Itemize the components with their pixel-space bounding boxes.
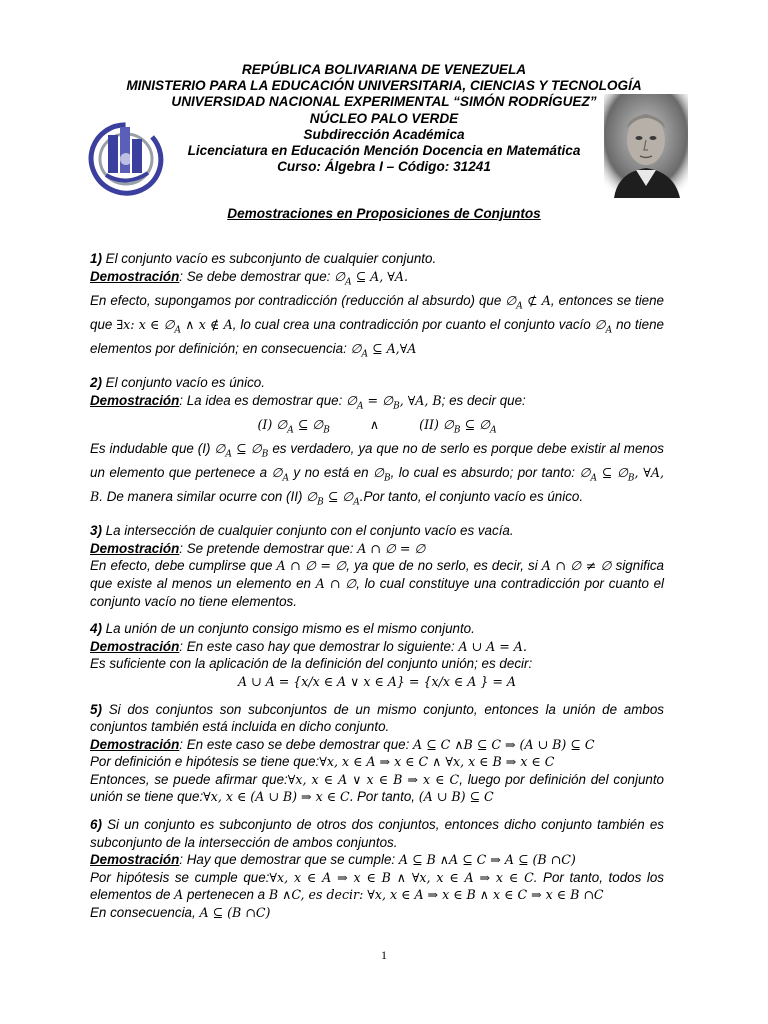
math-expression: A ⊆ C ∧B ⊆ C ⇒ (A ∪ B) ⊆ C <box>413 736 595 752</box>
proof-paragraph: Entonces, se puede afirmar que:∀x, x ∈ A ∨ x ∈ B ⇒ x ∈ C, luego por definición del conjunto unión se tiene que:∀x, x ∈ (A ∪ B) ⇒ x ∈ C. Por tanto, (A ∪ B) ⊆ C <box>90 771 665 805</box>
proof-paragraph: Por hipótesis se cumple que:∀x, x ∈ A ⇒ x ∈ B ∧ ∀x, x ∈ A ⇒ x ∈ C. Por tanto, todos los elementos de A pertenecen a B ∧C, es decir: ∀x, x ∈ A ⇒ x ∈ B ∧ x ∈ C ⇒ x ∈ B ∩C <box>90 869 664 903</box>
simon-rodriguez-portrait <box>604 94 688 198</box>
demo-intro: : La idea es demostrar que: <box>179 392 347 408</box>
proof-paragraph: Por definición e hipótesis se tiene que:∀x, x ∈ A ⇒ x ∈ C ∧ ∀x, x ∈ B ⇒ x ∈ C <box>90 754 555 770</box>
math-expression: $\emptyset_A$ = $\emptyset_B$, ∀A, B <box>346 392 442 412</box>
proposition-number: 3) <box>90 523 102 539</box>
math-expression: A ⊆ B ∧A ⊆ C ⇒ A ⊆ (B ∩C) <box>398 852 576 868</box>
proof-paragraph: En efecto, debe cumplirse que A ∩ ∅ = ∅, ya que de no serlo, es decir, si A ∩ ∅ ≠ ∅ significa que existe al menos un elemento en A ∩ ∅, lo cual constituye una contradicción por cuanto el conjunto vacío no tiene elementos. <box>90 558 665 609</box>
proposition-number: 2) <box>90 375 102 391</box>
proposition-number: 4) <box>90 621 102 637</box>
proof-paragraph: En consecuencia, A ⊆ (B ∩C) <box>90 905 271 921</box>
demo-intro: : En este caso hay que demostrar lo siguiente: <box>179 638 459 654</box>
header-line-ministry: MINISTERIO PARA LA EDUCACIÓN UNIVERSITARIA, CIENCIAS Y TECNOLOGÍA <box>126 78 642 94</box>
demo-label: Demostración <box>90 392 180 408</box>
demo-intro: : Hay que demostrar que se cumple: <box>179 852 399 868</box>
proposition-statement: El conjunto vacío es único. <box>105 375 265 391</box>
demo-label: Demostración <box>90 268 180 284</box>
header-line-republic: REPÚBLICA BOLIVARIANA DE VENEZUELA <box>241 62 527 77</box>
proposition-statement: La unión de un conjunto consigo mismo es el mismo conjunto. <box>105 621 475 637</box>
document-title: Demostraciones en Proposiciones de Conjuntos <box>227 206 541 221</box>
demo-label: Demostración <box>90 736 180 752</box>
proposition-statement: El conjunto vacío es subconjunto de cualquier conjunto. <box>105 251 437 266</box>
proposition-number: 1) <box>90 251 102 266</box>
proposition-number: 5) <box>90 701 102 717</box>
proof-paragraph: Es suficiente con la aplicación de la definición del conjunto unión; es decir: <box>90 656 533 672</box>
header-line-university: UNIVERSIDAD NACIONAL EXPERIMENTAL “SIMÓN RODRÍGUEZ” <box>171 94 597 110</box>
proof-paragraph: Es indudable que (I) $\emptyset_A$ ⊆ $\emptyset_B$ es verdadero, ya que no de serlo es porque debe existir al menos un elemento que pertenece a $\emptyset_A$ y no está en $\emptyset_B$, lo cual es absurdo; por tanto: $\emptyset_A$ ⊆ $\emptyset_B$, ∀A, B. De manera similar ocurre con (II) $\emptyset_B$ ⊆ $\emptyset_A.Por$ tanto, el conjunto vacío es único. <box>90 440 665 508</box>
math-expression: A ∩ ∅ = ∅ <box>357 540 426 556</box>
demo-label: Demostración <box>90 540 180 556</box>
header-line-nucleus: NÚCLEO PALO VERDE <box>309 110 459 126</box>
unesr-logo-icon <box>86 113 166 199</box>
proposition-6 <box>90 816 664 922</box>
demo-intro: : Se debe demostrar que: <box>179 268 335 284</box>
proposition-2: 2) El conjunto vacío es único. Demostración: La idea es demostrar que: $\emptyset_A$ = $\emptyset_B$, ∀A, B; es decir que: (I) $\emptyset_A$ ⊆ $\emptyset_B$ ∧ (II) $\emptyset_B$ ⊆ $\emptyset_A$ Es indudable que (I) $\emptyset_A$ ⊆ $\emptyset_B$ es verdadero, ya que no de serlo es porque debe existir al menos un elemento que pertenece a $\emptyset_A$ y no está en $\emptyset_B$, lo cual es absurdo; por tanto: $\emptyset_A$ ⊆ $\emptyset_B$, ∀A, B. De manera similar ocurre con (II) $\emptyset_B$ ⊆ $\emptyset_A.Por$ tanto, el conjunto vacío es único. <box>90 374 664 512</box>
demo-intro: : Se pretende demostrar que: <box>179 540 358 556</box>
proposition-5 <box>90 701 664 807</box>
header-line-subdirection: Subdirección Académica <box>303 126 465 142</box>
proposition-3 <box>90 522 664 610</box>
proposition-1 <box>90 250 664 364</box>
page-number: 1 <box>381 948 387 962</box>
proposition-number: 6) <box>90 817 102 833</box>
proposition-statement: Si un conjunto es subconjunto de otros dos conjuntos, entonces dicho conjunto también es subconjunto de la intersección de ambos conjuntos. <box>90 817 664 850</box>
proposition-statement: La intersección de cualquier conjunto con el conjunto vacío es vacía. <box>105 523 514 539</box>
demo-label: Demostración <box>90 852 180 868</box>
formula: (I) $\emptyset_A$ ⊆ $\emptyset_B$ ∧ (II) $\emptyset_B$ ⊆ $\emptyset_A$ <box>257 416 497 436</box>
document-body <box>90 250 664 932</box>
formula: A ∪ A = {x/x ∈ A ∨ x ∈ A} = {x/x ∈ A } = A <box>237 673 517 689</box>
demo-intro: : En este caso se debe demostrar que: <box>179 736 414 752</box>
header-line-degree: Licenciatura en Educación Mención Docencia en Matemática <box>187 143 581 159</box>
demo-label: Demostración <box>90 638 180 654</box>
proof-paragraph: En efecto, supongamos por contradicción (reducción al absurdo) que $\emptyset_A$ ⊄ A, entonces se tiene que ∃x: x ∈ $\emptyset_A$ ∧ x ∉ A, lo cual crea una contradicción por cuanto el conjunto vacío $\emptyset_A$ no tiene elementos por definición; en consecuencia: $\emptyset_A$ ⊆ A,∀A <box>90 292 665 360</box>
math-expression: A ∪ A = A. <box>458 638 527 654</box>
header-line-course: Curso: Álgebra I – Código: 31241 <box>277 159 491 175</box>
math-expression: $\emptyset_A$ ⊆ A, ∀A. <box>334 268 408 288</box>
proposition-statement: Si dos conjuntos son subconjuntos de un mismo conjunto, entonces la unión de ambos conjuntos también está incluida en dicho conjunto. <box>90 701 664 735</box>
proposition-4 <box>90 620 664 690</box>
